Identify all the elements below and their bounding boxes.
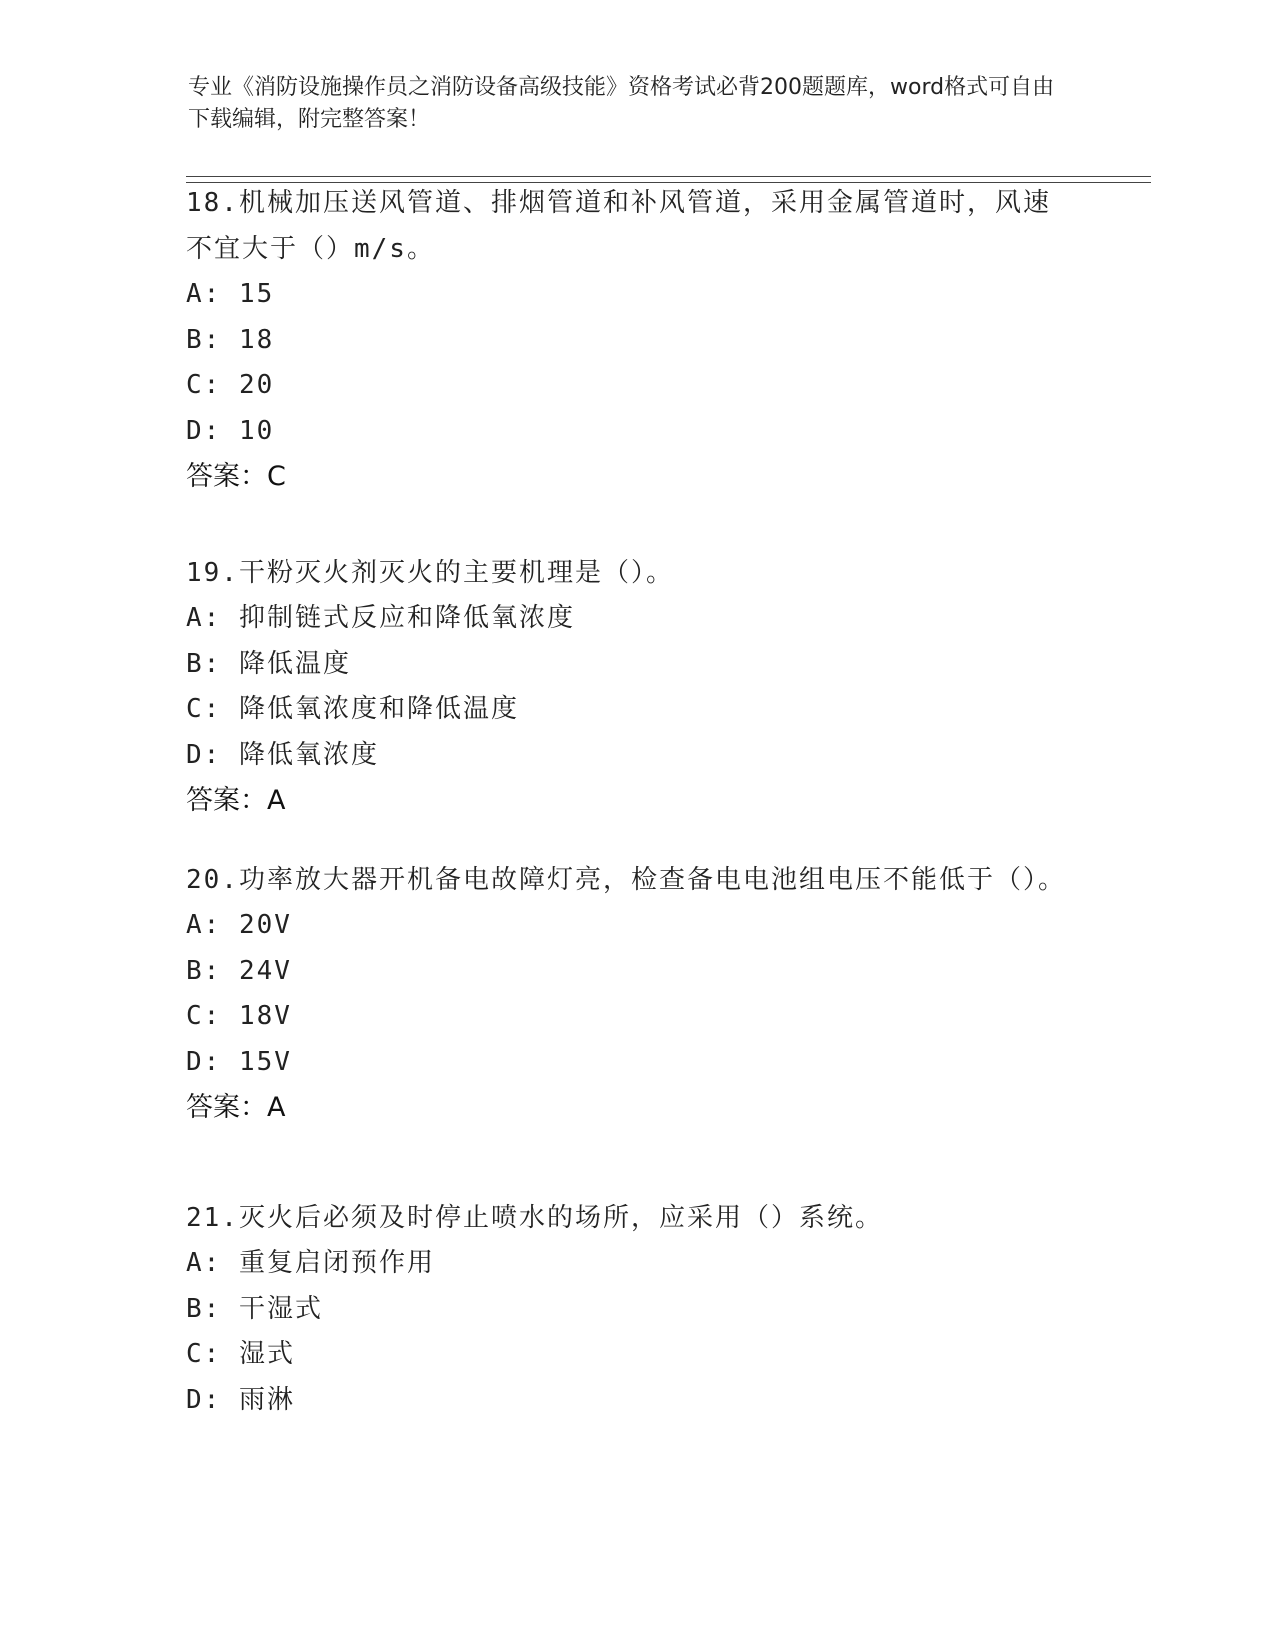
option-key: D — [186, 1046, 204, 1077]
option-text: 10 — [238, 415, 275, 446]
question-stem: 21.灭火后必须及时停止喷水的场所，应采用（）系统。 — [186, 1203, 883, 1233]
option-text: 15 — [238, 279, 275, 309]
option-a — [186, 596, 1086, 642]
question-stem: 20.功率放大器开机备电故障灯亮，检查备电电池组电压不能低于（）。 — [186, 865, 1066, 895]
question-stem: 19.干粉灭火剂灭火的主要机理是（）。 — [186, 558, 674, 588]
question-stem: 18.机械加压送风管道、排烟管道和补风管道，采用金属管道时，风速不宜大于（）m/s。 — [186, 188, 1051, 264]
option-key: C — [186, 1339, 204, 1369]
answer-label: 答案： — [186, 785, 267, 816]
option-separator: : — [203, 910, 222, 940]
option-separator: : — [203, 1248, 222, 1278]
option-key: A — [186, 1248, 204, 1278]
option-c — [186, 687, 1086, 733]
option-text: 雨淋 — [238, 1384, 295, 1415]
option-a — [186, 272, 1086, 318]
option-b — [186, 318, 1086, 364]
option-separator: : — [203, 955, 222, 986]
question-19 — [186, 550, 1086, 823]
option-d — [186, 409, 1086, 455]
option-key: C — [186, 694, 204, 724]
option-b — [186, 642, 1086, 688]
option-separator: : — [203, 415, 222, 446]
option-separator: : — [203, 739, 222, 770]
option-d — [186, 1040, 1086, 1086]
option-separator: : — [203, 1339, 222, 1369]
option-key: B — [186, 324, 204, 355]
option-d — [186, 733, 1086, 779]
option-a — [186, 903, 1086, 949]
option-text: 抑制链式反应和降低氧浓度 — [238, 603, 575, 633]
option-key: A — [186, 910, 204, 940]
option-key: C — [186, 1001, 204, 1031]
option-text: 湿式 — [238, 1339, 295, 1369]
option-key: B — [186, 955, 204, 986]
option-key: B — [186, 1293, 204, 1324]
option-key: D — [186, 415, 204, 446]
question-20 — [186, 857, 1086, 1130]
question-18 — [186, 180, 1086, 499]
option-separator: : — [203, 603, 222, 633]
option-a — [186, 1241, 1086, 1287]
option-b — [186, 949, 1086, 995]
option-separator: : — [203, 1001, 222, 1031]
answer-line — [186, 778, 1086, 823]
question-21 — [186, 1195, 1086, 1423]
option-key: D — [186, 739, 204, 770]
option-c — [186, 363, 1086, 409]
option-separator: : — [203, 279, 222, 309]
document-header: 专业《消防设施操作员之消防设备高级技能》资格考试必背200题题库，word格式可自由下载编辑，附完整答案！ — [188, 75, 1055, 132]
answer-line — [186, 454, 1086, 499]
option-text: 18V — [238, 1001, 292, 1031]
option-separator: : — [203, 1046, 222, 1077]
option-separator: : — [203, 694, 222, 724]
option-key: B — [186, 648, 204, 679]
answer-label: 答案： — [186, 1092, 267, 1123]
option-text: 20 — [238, 370, 275, 400]
option-key: A — [186, 603, 204, 633]
option-text: 降低氧浓度和降低温度 — [238, 694, 519, 724]
option-separator: : — [203, 1293, 222, 1324]
option-b — [186, 1287, 1086, 1333]
option-text: 降低温度 — [238, 648, 351, 679]
option-key: A — [186, 279, 204, 309]
answer-label: 答案： — [186, 461, 267, 492]
option-d — [186, 1378, 1086, 1424]
option-text: 重复启闭预作用 — [238, 1248, 435, 1278]
option-text: 24V — [238, 955, 292, 986]
option-c — [186, 1332, 1086, 1378]
option-text: 15V — [238, 1046, 292, 1077]
option-text: 18 — [238, 324, 275, 355]
option-separator: : — [203, 1384, 222, 1415]
option-key: C — [186, 370, 204, 400]
option-separator: : — [203, 648, 222, 679]
option-text: 20V — [238, 910, 292, 940]
option-text: 干湿式 — [238, 1293, 323, 1324]
option-separator: : — [203, 324, 222, 355]
option-key: D — [186, 1384, 204, 1415]
answer-value: A — [267, 785, 286, 816]
answer-value: C — [267, 461, 286, 492]
option-text: 降低氧浓度 — [238, 739, 379, 770]
answer-value: A — [267, 1092, 286, 1123]
option-c — [186, 994, 1086, 1040]
option-separator: : — [203, 370, 222, 400]
answer-line — [186, 1085, 1086, 1130]
